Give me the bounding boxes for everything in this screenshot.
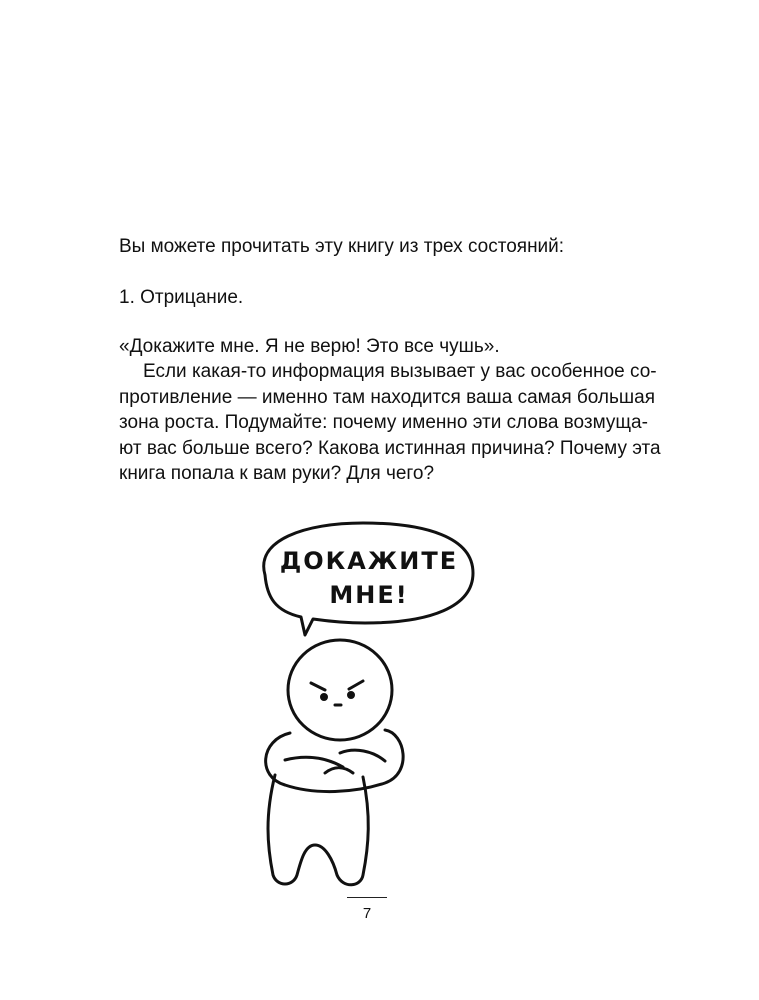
- body-paragraph: [119, 359, 661, 487]
- page-number: 7: [362, 905, 372, 922]
- quote-text: «Докажите мне. Я не верю! Это все чушь».: [119, 336, 500, 357]
- paragraph-line: книга попала к вам руки? Для чего?: [119, 463, 435, 484]
- speech-bubble: [264, 523, 473, 635]
- character-illustration: [245, 515, 485, 895]
- paragraph-line: противление — именно там находится ваша самая большая: [119, 386, 655, 408]
- intro-text: Вы можете прочитать эту книгу из трех состояний:: [119, 236, 565, 257]
- paragraph-line: ют вас больше всего? Какова истинная причина? Почему эта: [119, 437, 661, 459]
- footer-rule: [347, 897, 387, 898]
- speech-bubble-line2: МНЕ!: [329, 581, 409, 609]
- speech-bubble-line1: ДОКАЖИТЕ: [279, 547, 459, 575]
- grumpy-character: [266, 640, 403, 885]
- paragraph-line: зона роста. Подумайте: почему именно эти слова возмуща-: [119, 412, 648, 433]
- list-heading-denial: 1. Отрицание.: [119, 287, 244, 308]
- paragraph-line: Если какая-то информация вызывает у вас особенное со-: [143, 361, 657, 382]
